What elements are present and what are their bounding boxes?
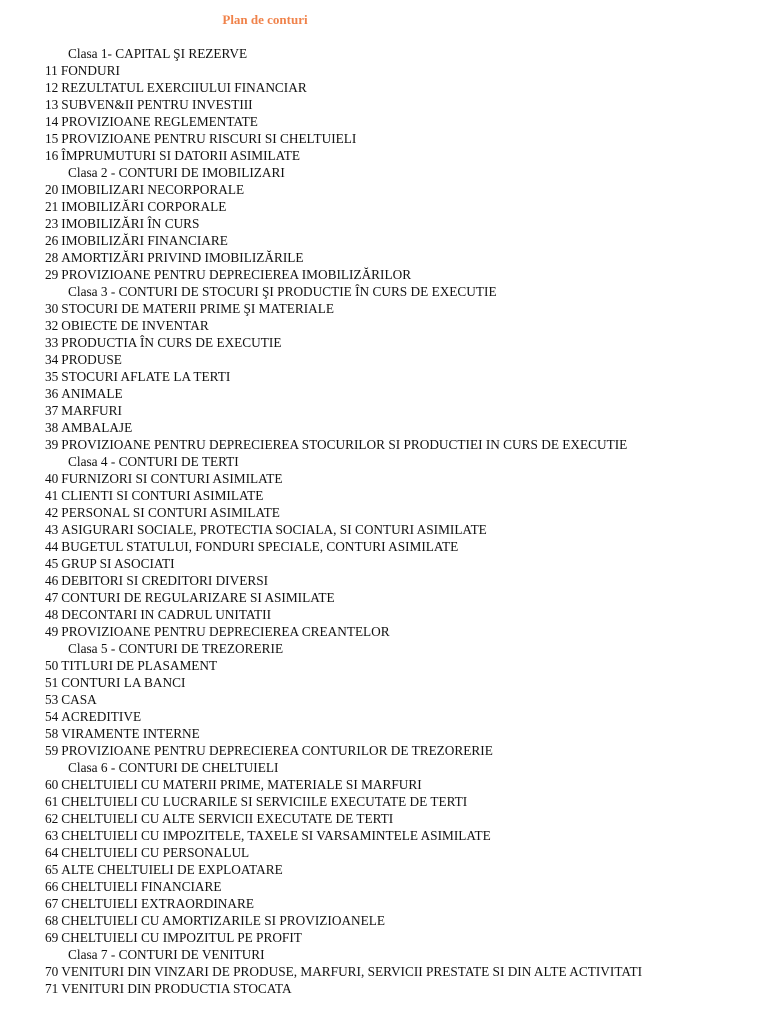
account-row [45,538,762,555]
account-name: PRODUCTIA ÎN CURS DE EXECUTIE [61,335,282,350]
account-row [45,521,762,538]
account-list [45,45,762,997]
class-heading [45,759,762,776]
account-code: 64 [45,845,59,860]
account-name: FONDURI [60,63,120,78]
class-heading [45,453,762,470]
account-code: 43 [45,522,59,537]
account-code: 51 [45,675,59,690]
account-name: IMOBILIZĂRI CORPORALE [61,199,227,214]
account-name: PROVIZIOANE PENTRU DEPRECIEREA STOCURILOR SI PRODUCTIEI IN CURS DE EXECUTIE [61,437,628,452]
account-name: IMOBILIZĂRI FINANCIARE [61,233,228,248]
account-code: 14 [45,114,59,129]
account-code: 33 [45,335,59,350]
account-row [45,844,762,861]
account-code: 30 [45,301,59,316]
account-code: 35 [45,369,59,384]
account-row [45,368,762,385]
account-code: 53 [45,692,59,707]
account-name: STOCURI AFLATE LA TERTI [61,369,231,384]
account-row [45,963,762,980]
account-code: 21 [45,199,59,214]
class-heading-text: Clasa 1- CAPITAL ŞI REZERVE [68,46,248,61]
account-name: SUBVEN&II PENTRU INVESTIII [61,97,253,112]
account-row [45,487,762,504]
account-row [45,470,762,487]
account-row [45,504,762,521]
account-name: CHELTUIELI CU IMPOZITUL PE PROFIT [61,930,302,945]
account-row [45,96,762,113]
account-code: 40 [45,471,59,486]
account-row [45,198,762,215]
account-name: PROVIZIOANE PENTRU DEPRECIEREA CONTURILOR DE TREZORERIE [61,743,493,758]
account-row [45,895,762,912]
account-name: CHELTUIELI FINANCIARE [61,879,222,894]
account-row [45,606,762,623]
account-row [45,929,762,946]
account-name: ASIGURARI SOCIALE, PROTECTIA SOCIALA, SI CONTURI ASIMILATE [61,522,487,537]
account-name: PROVIZIOANE PENTRU DEPRECIEREA CREANTELOR [61,624,390,639]
account-code: 71 [45,981,59,996]
account-code: 70 [45,964,59,979]
account-code: 61 [45,794,59,809]
account-row [45,436,762,453]
account-code: 11 [45,63,58,78]
account-code: 37 [45,403,59,418]
account-row [45,300,762,317]
account-name: BUGETUL STATULUI, FONDURI SPECIALE, CONTURI ASIMILATE [61,539,459,554]
account-code: 41 [45,488,59,503]
account-name: CONTURI DE REGULARIZARE SI ASIMILATE [61,590,335,605]
account-row [45,249,762,266]
account-row [45,878,762,895]
account-code: 68 [45,913,59,928]
account-code: 23 [45,216,59,231]
account-code: 66 [45,879,59,894]
class-heading-text: Clasa 2 - CONTURI DE IMOBILIZARI [68,165,285,180]
account-row [45,691,762,708]
account-name: ANIMALE [61,386,123,401]
account-name: TITLURI DE PLASAMENT [61,658,218,673]
account-name: CHELTUIELI CU MATERII PRIME, MATERIALE SI MARFURI [61,777,422,792]
page-title: Plan de conturi [222,12,308,27]
class-heading [45,640,762,657]
account-code: 39 [45,437,59,452]
account-code: 54 [45,709,59,724]
account-name: CASA [61,692,97,707]
account-row [45,589,762,606]
account-row [45,215,762,232]
account-row [45,623,762,640]
account-row [45,62,762,79]
account-name: AMORTIZĂRI PRIVIND IMOBILIZĂRILE [61,250,304,265]
account-row [45,334,762,351]
account-code: 46 [45,573,59,588]
class-heading-text: Clasa 7 - CONTURI DE VENITURI [68,947,265,962]
account-name: FURNIZORI SI CONTURI ASIMILATE [61,471,283,486]
account-row [45,980,762,997]
account-code: 69 [45,930,59,945]
class-heading [45,45,762,62]
account-code: 67 [45,896,59,911]
account-row [45,827,762,844]
account-code: 44 [45,539,59,554]
account-name: OBIECTE DE INVENTAR [61,318,209,333]
account-name: DEBITORI SI CREDITORI DIVERSI [61,573,269,588]
account-row [45,113,762,130]
account-row [45,402,762,419]
account-row [45,351,762,368]
account-row [45,385,762,402]
account-code: 12 [45,80,59,95]
account-name: PROVIZIOANE PENTRU DEPRECIEREA IMOBILIZĂRILOR [61,267,412,282]
class-heading-text: Clasa 5 - CONTURI DE TREZORERIE [68,641,284,656]
account-name: GRUP SI ASOCIATI [61,556,175,571]
account-name: STOCURI DE MATERII PRIME ŞI MATERIALE [61,301,335,316]
account-code: 63 [45,828,59,843]
account-row [45,317,762,334]
account-row [45,810,762,827]
class-heading-text: Clasa 3 - CONTURI DE STOCURI ŞI PRODUCTIE ÎN CURS DE EXECUTIE [68,284,497,299]
account-code: 42 [45,505,59,520]
account-name: ALTE CHELTUIELI DE EXPLOATARE [61,862,283,877]
account-row [45,708,762,725]
account-name: VENITURI DIN PRODUCTIA STOCATA [61,981,292,996]
account-name: ACREDITIVE [61,709,142,724]
account-row [45,181,762,198]
account-row [45,742,762,759]
account-code: 49 [45,624,59,639]
account-code: 15 [45,131,59,146]
account-code: 29 [45,267,59,282]
account-code: 62 [45,811,59,826]
account-name: ÎMPRUMUTURI SI DATORII ASIMILATE [61,148,301,163]
account-name: VIRAMENTE INTERNE [61,726,200,741]
account-code: 58 [45,726,59,741]
account-row [45,861,762,878]
account-code: 45 [45,556,59,571]
account-code: 48 [45,607,59,622]
account-name: CLIENTI SI CONTURI ASIMILATE [61,488,264,503]
account-row [45,572,762,589]
account-code: 38 [45,420,59,435]
account-name: PERSONAL SI CONTURI ASIMILATE [61,505,280,520]
account-name: REZULTATUL EXERCIIULUI FINANCIAR [61,80,307,95]
account-name: PROVIZIOANE PENTRU RISCURI SI CHELTUIELI [61,131,357,146]
account-row [45,555,762,572]
account-row [45,674,762,691]
account-name: MARFURI [61,403,122,418]
class-heading [45,283,762,300]
account-code: 16 [45,148,59,163]
account-row [45,657,762,674]
account-code: 13 [45,97,59,112]
account-name: CHELTUIELI CU IMPOZITELE, TAXELE SI VARSAMINTELE ASIMILATE [61,828,491,843]
account-name: PRODUSE [61,352,122,367]
class-heading [45,164,762,181]
account-name: CHELTUIELI EXTRAORDINARE [61,896,254,911]
account-code: 26 [45,233,59,248]
account-code: 20 [45,182,59,197]
account-name: CHELTUIELI CU AMORTIZARILE SI PROVIZIOANELE [61,913,386,928]
account-row [45,793,762,810]
account-row [45,725,762,742]
account-name: DECONTARI IN CADRUL UNITATII [61,607,272,622]
account-row [45,130,762,147]
account-row [45,232,762,249]
account-row [45,79,762,96]
account-row [45,266,762,283]
account-code: 47 [45,590,59,605]
account-code: 34 [45,352,59,367]
account-name: IMOBILIZARI NECORPORALE [61,182,245,197]
class-heading-text: Clasa 6 - CONTURI DE CHELTUIELI [68,760,279,775]
account-name: VENITURI DIN VINZARI DE PRODUSE, MARFURI, SERVICII PRESTATE SI DIN ALTE ACTIVITATI [61,964,643,979]
class-heading-text: Clasa 4 - CONTURI DE TERTI [68,454,239,469]
account-code: 28 [45,250,59,265]
account-row [45,912,762,929]
account-row [45,419,762,436]
account-name: PROVIZIOANE REGLEMENTATE [61,114,258,129]
class-heading [45,946,762,963]
account-name: CHELTUIELI CU PERSONALUL [61,845,250,860]
account-code: 50 [45,658,59,673]
account-row [45,776,762,793]
account-row [45,147,762,164]
account-name: AMBALAJE [61,420,133,435]
account-code: 59 [45,743,59,758]
account-name: CONTURI LA BANCI [61,675,186,690]
account-code: 36 [45,386,59,401]
account-code: 65 [45,862,59,877]
account-code: 60 [45,777,59,792]
account-name: CHELTUIELI CU LUCRARILE SI SERVICIILE EXECUTATE DE TERTI [61,794,468,809]
account-name: CHELTUIELI CU ALTE SERVICII EXECUTATE DE TERTI [61,811,394,826]
account-code: 32 [45,318,59,333]
account-name: IMOBILIZĂRI ÎN CURS [61,216,200,231]
